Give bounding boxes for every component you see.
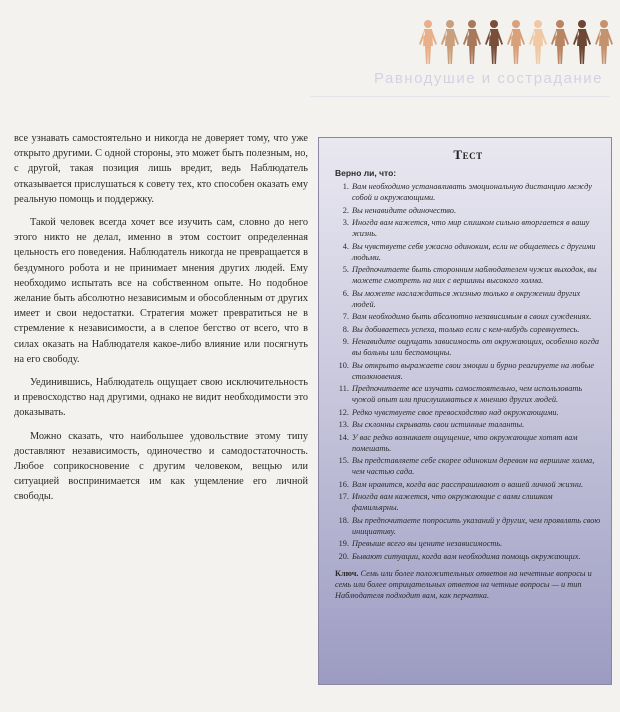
human-figure-icon (463, 20, 481, 64)
test-question: 12. Редко чувствуете свое превосходство над окружающими. (338, 407, 559, 417)
human-figure-icon (485, 20, 503, 64)
test-question: 18. Вы предпочитаете попросить указаний у других, чем проявлять свою инициативу. (338, 515, 601, 536)
test-question: 1. Вам необходимо устанавливать эмоциональную дистанцию между собой и окружающими. (342, 182, 592, 202)
paragraph: Уединившись, Наблюдатель ощущает свою исключительность и превосходство над другими, однако не видит необходимости это доказывать. (14, 377, 308, 419)
human-figure-icon (441, 20, 459, 64)
test-question: 10. Вы открыто выражаете свои эмоции и бурно реагируете на любые столкновения. (338, 360, 595, 381)
test-question: 17. Иногда вам кажется, что окружающие с вами слишком фамильярны. (338, 492, 553, 512)
test-question: 7. Вам необходимо быть абсолютно независимым в своих суждениях. (342, 312, 592, 321)
test-question: 8. Вы добиваетесь успеха, только если с кем-нибудь соревнуетесь. (342, 324, 580, 334)
test-question: 3. Иногда вам кажется, что мир слишком сильно вторгается в вашу жизнь. (342, 218, 590, 238)
paragraph: Такой человек всегда хочет все изучить сам, словно до него этого никто не делал, именно в этом состоит определенная цельность его поведения. Наблюдатель никогда не превращается в бездумного робота и не принимает мнения других людей. Ему необходимо испытать все на собственном опыте. Но подобное желание быть абсолютно независимым и обособленным от других имеет и свои недостатки. Стратегия может превратиться не в стремление к независимости, а в слепое бегство от всего, что в силах оказать на Наблюдателя какое-либо влияние или посягнуть на его свободу. (14, 217, 308, 365)
test-question: 2. Вы ненавидите одиночество. (342, 205, 457, 215)
test-title: Тест (453, 147, 483, 162)
paragraph: все узнавать самостоятельно и никогда не доверяет тому, что уже открыто другими. С одной стороны, это может быть полезным, но, с другой, такая позиция лишь вредит, ведь Наблюдатель отказывается прислушаться к совету тех, кто способен оказать ему реальную помощь и поддержку. (14, 133, 308, 205)
human-figure-icon (529, 20, 547, 64)
test-question: 13. Вы склонны скрывать свои истинные таланты. (338, 420, 525, 429)
human-figures-illustration (418, 18, 614, 68)
human-figure-icon (551, 20, 569, 64)
human-figure-icon (573, 20, 591, 64)
test-question: 11. Предпочитаете все изучать самостоятельно, чем использовать чужой опыт или прислушиваться к мнению других людей. (338, 384, 583, 404)
chapter-header-title: Равнодушие и сострадание (373, 70, 603, 87)
test-key (335, 568, 601, 601)
human-figure-icon (507, 20, 525, 64)
test-question: 19. Превыше всего вы цените независимость. (338, 539, 503, 548)
paragraph: Можно сказать, что наибольшее удовольствие этому типу доставляют независимость, одиночество и самодостаточность. Любое соприкосновение с другим человеком, вещью или ситуацией воспринимается им как ущемление его личной свободы. (14, 430, 308, 503)
test-intro: Верно ли, что: (335, 168, 397, 178)
test-question: 5. Предпочитаете быть сторонним наблюдателем чужих выходок, вы можете смотреть на них с вершины высокого холма. (342, 265, 597, 285)
test-key-text: Семь или более положительных ответов на нечетные вопросы и семь или более отрицательных ответов на четные вопросы — и тип Наблюдателя подходит вам, как перчатка. (335, 568, 592, 600)
test-question: 20. Бывают ситуации, когда вам необходима помощь окружающих. (338, 551, 581, 561)
test-box (318, 137, 612, 685)
human-figure-icon (419, 20, 437, 64)
test-question-list (335, 181, 601, 562)
test-question: 14. У вас редко возникает ощущение, что окружающие хотят вам помешать. (338, 432, 578, 453)
test-question: 6. Вы можете наслаждаться жизнью только в окружении других людей. (342, 288, 581, 309)
human-figure-icon (595, 20, 613, 64)
test-key-label: Ключ. (335, 568, 359, 578)
article-body (14, 131, 308, 513)
header-divider (310, 96, 610, 97)
test-question: 16. Вам нравится, когда вас расспрашивают о вашей личной жизни. (338, 479, 584, 489)
test-question: 9. Ненавидите ощущать зависимость от окружающих, особенно когда вы больны или беспомощны. (342, 337, 600, 357)
test-question: 4. Вы чувствуете себя ужасно одиноким, если не общаетесь с другими людьми. (342, 241, 596, 262)
test-question: 15. Вы представляете себе скорее одиноким деревом на вершине холма, чем частью сада. (338, 456, 595, 476)
